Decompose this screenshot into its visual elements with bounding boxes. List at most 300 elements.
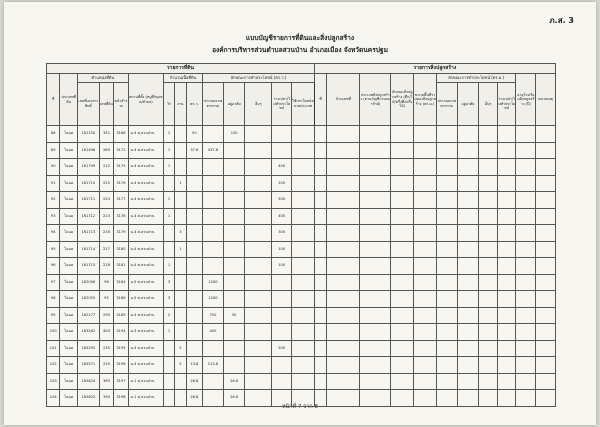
- building-cell: [391, 142, 414, 159]
- cell-other: [245, 225, 272, 242]
- building-cell: [536, 258, 556, 275]
- building-col-remark: หมายเหตุ: [536, 74, 556, 126]
- land-col-location: สถานที่ตั้ง (หมู่ที่/ชุมชน/ตำบล): [128, 74, 163, 126]
- cell-page: 3176: [114, 175, 128, 192]
- building-cell: [414, 340, 437, 357]
- cell-land: 400: [99, 324, 113, 341]
- cell-loc: ม.5 ต.สวนป่าน: [128, 291, 163, 308]
- building-cell: [536, 373, 556, 390]
- building-cell: [436, 258, 457, 275]
- cell-agri: 750: [203, 307, 224, 324]
- building-cell: [436, 291, 457, 308]
- land-col-survey-page: หน้าสำรวจ: [114, 83, 128, 126]
- building-cell: [360, 225, 391, 242]
- cell-multi: [292, 208, 315, 225]
- cell-land: 352: [99, 126, 113, 143]
- building-cell: [516, 373, 536, 390]
- land-position-group: ตำแหน่งที่ดิน: [78, 74, 129, 83]
- cell-vacant: 100: [272, 175, 292, 192]
- cell-agri: 213.8: [203, 357, 224, 374]
- land-col-no: ที่: [47, 74, 60, 126]
- cell-type: โฉนด: [60, 373, 78, 390]
- cell-multi: [292, 291, 315, 308]
- building-cell: [414, 159, 437, 176]
- cell-ngan: [175, 324, 186, 341]
- cell-land: 96: [99, 274, 113, 291]
- cell-other: [245, 307, 272, 324]
- building-cell: [391, 373, 414, 390]
- cell-multi: [292, 225, 315, 242]
- building-cell: [536, 159, 556, 176]
- building-cell: [497, 208, 516, 225]
- building-cell: [314, 258, 326, 275]
- cell-agri: [203, 126, 224, 143]
- cell-page: 3194: [114, 324, 128, 341]
- cell-vacant: [272, 126, 292, 143]
- building-cell: [497, 225, 516, 242]
- cell-page: 3180: [114, 241, 128, 258]
- building-cell: [536, 307, 556, 324]
- cell-vacant: 200: [272, 340, 292, 357]
- cell-doc: 163262: [78, 324, 100, 341]
- building-cell: [436, 357, 457, 374]
- cell-loc: ม.4 ต.สวนป่าน: [128, 126, 163, 143]
- cell-land: 229: [99, 357, 113, 374]
- cell-res: 50: [223, 307, 245, 324]
- cell-doc: 162055: [78, 291, 100, 308]
- building-cell: [360, 175, 391, 192]
- building-cell: [479, 274, 498, 291]
- building-cell: [327, 126, 360, 143]
- cell-multi: [292, 357, 315, 374]
- cell-page: 3196: [114, 357, 128, 374]
- cell-ngan: [175, 373, 186, 390]
- building-cell: [414, 324, 437, 341]
- table-row: [47, 373, 556, 390]
- cell-loc: ม.4 ต.สวนป่าน: [128, 340, 163, 357]
- building-cell: [327, 241, 360, 258]
- land-col-agri: ประกอบเกษตรกรรม: [203, 83, 224, 126]
- cell-res: [223, 208, 245, 225]
- cell-page: 3175: [114, 159, 128, 176]
- building-cell: [414, 274, 437, 291]
- cell-agri: [203, 373, 224, 390]
- building-cell: [516, 225, 536, 242]
- building-cell: [457, 373, 479, 390]
- cell-doc: 161406: [78, 142, 100, 159]
- building-cell: [497, 175, 516, 192]
- cell-ngan: [175, 159, 186, 176]
- table-row: [47, 258, 556, 275]
- cell-land: 289: [99, 142, 113, 159]
- land-col-rai: ไร่: [163, 83, 174, 126]
- cell-ngan: 2: [175, 340, 186, 357]
- cell-wa: [186, 192, 203, 209]
- cell-rai: 1: [163, 258, 174, 275]
- building-cell: [479, 225, 498, 242]
- cell-land: 389: [99, 373, 113, 390]
- cell-land: 95: [99, 291, 113, 308]
- cell-multi: [292, 142, 315, 159]
- cell-agri: [203, 159, 224, 176]
- cell-loc: ม.5 ต.สวนป่าน: [128, 274, 163, 291]
- building-cell: [497, 274, 516, 291]
- building-cell: [457, 175, 479, 192]
- cell-multi: [292, 159, 315, 176]
- cell-doc: 161712: [78, 208, 100, 225]
- land-col-vacant: ว่างเปล่า/ไม่ทำประโยชน์: [272, 83, 292, 126]
- building-cell: [536, 390, 556, 407]
- table-row: [47, 142, 556, 159]
- cell-wa: [186, 208, 203, 225]
- cell-rai: 1: [163, 324, 174, 341]
- cell-ngan: [175, 192, 186, 209]
- building-cell: [414, 373, 437, 390]
- building-cell: [414, 225, 437, 242]
- building-cell: [516, 175, 536, 192]
- cell-res: [223, 291, 245, 308]
- building-cell: [516, 307, 536, 324]
- cell-type: โฉนด: [60, 208, 78, 225]
- cell-no: 90: [47, 159, 60, 176]
- cell-agri: [203, 225, 224, 242]
- cell-loc: ม.4 ต.สวนป่าน: [128, 142, 163, 159]
- cell-loc: ม.1 ต.สวนป่าน: [128, 373, 163, 390]
- cell-rai: [163, 175, 174, 192]
- building-cell: [327, 274, 360, 291]
- cell-type: โฉนด: [60, 390, 78, 407]
- table-row: [47, 307, 556, 324]
- cell-no: 101: [47, 340, 60, 357]
- cell-vacant: [272, 373, 292, 390]
- cell-loc: ม.1 ต.สวนป่าน: [128, 390, 163, 407]
- cell-vacant: [272, 390, 292, 407]
- cell-vacant: 300: [272, 225, 292, 242]
- cell-loc: ม.3 ต.สวนป่าน: [128, 324, 163, 341]
- cell-wa: [186, 274, 203, 291]
- building-col-age: อายุโรงเรือนสิ่งปลูกสร้าง (ปี): [516, 74, 536, 126]
- building-cell: [327, 357, 360, 374]
- cell-res: [223, 192, 245, 209]
- cell-agri: [203, 192, 224, 209]
- building-cell: [391, 390, 414, 407]
- table-body: [47, 126, 556, 407]
- building-cell: [391, 208, 414, 225]
- building-cell: [516, 192, 536, 209]
- cell-doc: 163624: [78, 373, 100, 390]
- building-cell: [327, 373, 360, 390]
- building-cell: [479, 208, 498, 225]
- cell-rai: [163, 225, 174, 242]
- building-cell: [327, 192, 360, 209]
- building-cell: [536, 142, 556, 159]
- cell-no: 94: [47, 225, 60, 242]
- building-cell: [497, 159, 516, 176]
- cell-no: 102: [47, 357, 60, 374]
- building-cell: [536, 241, 556, 258]
- building-cell: [457, 159, 479, 176]
- building-cell: [391, 291, 414, 308]
- cell-res: 26.8: [223, 373, 245, 390]
- building-cell: [314, 307, 326, 324]
- cell-type: โฉนด: [60, 291, 78, 308]
- building-cell: [391, 324, 414, 341]
- cell-land: 223: [99, 208, 113, 225]
- cell-other: [245, 192, 272, 209]
- cell-ngan: [175, 307, 186, 324]
- cell-res: 26.8: [223, 390, 245, 407]
- building-col-other: อื่นๆ: [479, 83, 498, 126]
- cell-other: [245, 291, 272, 308]
- cell-multi: [292, 390, 315, 407]
- cell-other: [245, 340, 272, 357]
- cell-ngan: 3: [175, 225, 186, 242]
- cell-doc: 161715: [78, 258, 100, 275]
- cell-vacant: [272, 324, 292, 341]
- cell-multi: [292, 274, 315, 291]
- building-cell: [497, 241, 516, 258]
- table-row: [47, 324, 556, 341]
- cell-rai: 2: [163, 307, 174, 324]
- cell-res: [223, 241, 245, 258]
- building-col-structure: ลักษณะสิ่งปลูกสร้าง (ตึก/ไม้/ครึ่งตึกครึ่งไม้): [391, 74, 414, 126]
- cell-wa: [186, 175, 203, 192]
- building-cell: [497, 291, 516, 308]
- building-cell: [457, 192, 479, 209]
- cell-rai: 3: [163, 291, 174, 308]
- cell-rai: [163, 390, 174, 407]
- cell-type: โฉนด: [60, 126, 78, 143]
- building-cell: [536, 324, 556, 341]
- cell-vacant: 400: [272, 159, 292, 176]
- cell-res: [223, 324, 245, 341]
- building-cell: [314, 192, 326, 209]
- cell-wa: [186, 159, 203, 176]
- building-cell: [436, 373, 457, 390]
- cell-other: [245, 241, 272, 258]
- building-cell: [360, 208, 391, 225]
- building-cell: [327, 324, 360, 341]
- building-cell: [457, 241, 479, 258]
- building-cell: [327, 390, 360, 407]
- cell-multi: [292, 175, 315, 192]
- building-cell: [497, 357, 516, 374]
- building-cell: [360, 159, 391, 176]
- cell-other: [245, 159, 272, 176]
- building-cell: [360, 126, 391, 143]
- cell-wa: [186, 307, 203, 324]
- building-cell: [536, 225, 556, 242]
- cell-loc: ม.4 ต.สวนป่าน: [128, 175, 163, 192]
- building-cell: [360, 357, 391, 374]
- cell-no: 100: [47, 324, 60, 341]
- table-row: [47, 291, 556, 308]
- cell-rai: 3: [163, 274, 174, 291]
- cell-agri: [203, 175, 224, 192]
- building-cell: [414, 357, 437, 374]
- cell-rai: [163, 373, 174, 390]
- cell-other: [245, 390, 272, 407]
- cell-multi: [292, 324, 315, 341]
- cell-page: 3195: [114, 340, 128, 357]
- land-col-land-no: เลขที่ดิน: [99, 83, 113, 126]
- land-col-other: อื่นๆ: [245, 83, 272, 126]
- cell-type: โฉนด: [60, 258, 78, 275]
- cell-res: [223, 142, 245, 159]
- cell-type: โฉนด: [60, 307, 78, 324]
- building-cell: [479, 175, 498, 192]
- cell-ngan: [175, 291, 186, 308]
- cell-ngan: [175, 208, 186, 225]
- cell-ngan: 1: [175, 175, 186, 192]
- building-cell: [360, 340, 391, 357]
- building-cell: [516, 258, 536, 275]
- cell-multi: [292, 126, 315, 143]
- building-col-area: ขนาดพื้นที่รวมของสิ่งปลูกสร้าง (ตร.ม.): [414, 74, 437, 126]
- cell-vacant: 100: [272, 241, 292, 258]
- building-cell: [327, 225, 360, 242]
- cell-type: โฉนด: [60, 324, 78, 341]
- cell-land: 235: [99, 340, 113, 357]
- cell-rai: 1: [163, 159, 174, 176]
- cell-rai: 1: [163, 208, 174, 225]
- building-cell: [497, 390, 516, 407]
- cell-rai: 1: [163, 142, 174, 159]
- building-cell: [414, 175, 437, 192]
- building-cell: [479, 390, 498, 407]
- building-cell: [360, 241, 391, 258]
- cell-ngan: [175, 142, 186, 159]
- cell-wa: 13.8: [186, 357, 203, 374]
- cell-no: 97: [47, 274, 60, 291]
- building-cell: [327, 340, 360, 357]
- building-cell: [414, 241, 437, 258]
- cell-ngan: [175, 126, 186, 143]
- building-cell: [360, 258, 391, 275]
- cell-vacant: [272, 357, 292, 374]
- building-cell: [479, 159, 498, 176]
- building-cell: [436, 241, 457, 258]
- cell-no: 103: [47, 373, 60, 390]
- building-cell: [516, 274, 536, 291]
- building-cell: [414, 307, 437, 324]
- cell-page: 3185: [114, 307, 128, 324]
- building-cell: [497, 126, 516, 143]
- cell-wa: [186, 241, 203, 258]
- cell-type: โฉนด: [60, 142, 78, 159]
- building-cell: [391, 357, 414, 374]
- building-cell: [314, 373, 326, 390]
- building-cell: [457, 126, 479, 143]
- cell-rai: 1: [163, 126, 174, 143]
- page-number: หน้าที่ 7 จาก 8: [282, 404, 318, 410]
- building-cell: [516, 159, 536, 176]
- building-cell: [327, 175, 360, 192]
- document-subtitle: องค์การบริหารส่วนตำบลสวนป่าน อำเภอเมือง จังหวัดนครปฐม: [212, 46, 388, 54]
- building-cell: [414, 142, 437, 159]
- building-cell: [314, 340, 326, 357]
- building-cell: [414, 291, 437, 308]
- building-cell: [360, 192, 391, 209]
- cell-no: 104: [47, 390, 60, 407]
- cell-page: 3179: [114, 225, 128, 242]
- building-cell: [457, 258, 479, 275]
- building-cell: [314, 159, 326, 176]
- building-cell: [436, 324, 457, 341]
- cell-rai: [163, 340, 174, 357]
- cell-loc: ม.4 ต.สวนป่าน: [128, 192, 163, 209]
- building-cell: [497, 324, 516, 341]
- cell-wa: 37.6: [186, 142, 203, 159]
- cell-vacant: 100: [272, 258, 292, 275]
- building-cell: [516, 241, 536, 258]
- cell-rai: [163, 241, 174, 258]
- building-cell: [327, 159, 360, 176]
- cell-ngan: [175, 274, 186, 291]
- cell-other: [245, 126, 272, 143]
- land-col-doc-no: เลขที่เอกสารสิทธิ์: [78, 83, 100, 126]
- building-cell: [536, 340, 556, 357]
- building-cell: [391, 274, 414, 291]
- building-cell: [516, 357, 536, 374]
- building-cell: [314, 208, 326, 225]
- building-cell: [516, 126, 536, 143]
- cell-vacant: [272, 142, 292, 159]
- building-cell: [436, 225, 457, 242]
- table-row: [47, 159, 556, 176]
- building-cell: [391, 175, 414, 192]
- building-cell: [391, 241, 414, 258]
- cell-ngan: 2: [175, 357, 186, 374]
- cell-wa: 50: [186, 126, 203, 143]
- cell-other: [245, 357, 272, 374]
- table-row: [47, 357, 556, 374]
- building-cell: [436, 126, 457, 143]
- cell-page: 3178: [114, 208, 128, 225]
- building-cell: [536, 175, 556, 192]
- cell-multi: [292, 340, 315, 357]
- land-area-group: จำนวนเนื้อที่ดิน: [163, 74, 202, 83]
- cell-res: [223, 159, 245, 176]
- building-cell: [479, 241, 498, 258]
- building-cell: [360, 307, 391, 324]
- cell-type: โฉนด: [60, 340, 78, 357]
- cell-page: 3197: [114, 373, 128, 390]
- cell-multi: [292, 307, 315, 324]
- cell-loc: ม.4 ต.สวนป่าน: [128, 159, 163, 176]
- cell-doc: 161711: [78, 192, 100, 209]
- cell-vacant: 500: [272, 192, 292, 209]
- building-col-vacant: ว่างเปล่า/ไม่ทำประโยชน์: [497, 83, 516, 126]
- cell-no: 89: [47, 142, 60, 159]
- cell-res: [223, 175, 245, 192]
- cell-page: 3186: [114, 291, 128, 308]
- cell-rai: 1: [163, 192, 174, 209]
- building-cell: [436, 159, 457, 176]
- land-col-residential: อยู่อาศัย: [223, 83, 245, 126]
- building-cell: [536, 357, 556, 374]
- building-col-no: ที่: [314, 74, 326, 126]
- building-cell: [391, 159, 414, 176]
- cell-land: 390: [99, 390, 113, 407]
- section-land-header: รายการที่ดิน: [47, 64, 315, 74]
- building-cell: [536, 291, 556, 308]
- building-cell: [457, 340, 479, 357]
- cell-land: 226: [99, 225, 113, 242]
- cell-doc: 161710: [78, 175, 100, 192]
- building-cell: [314, 241, 326, 258]
- building-cell: [391, 225, 414, 242]
